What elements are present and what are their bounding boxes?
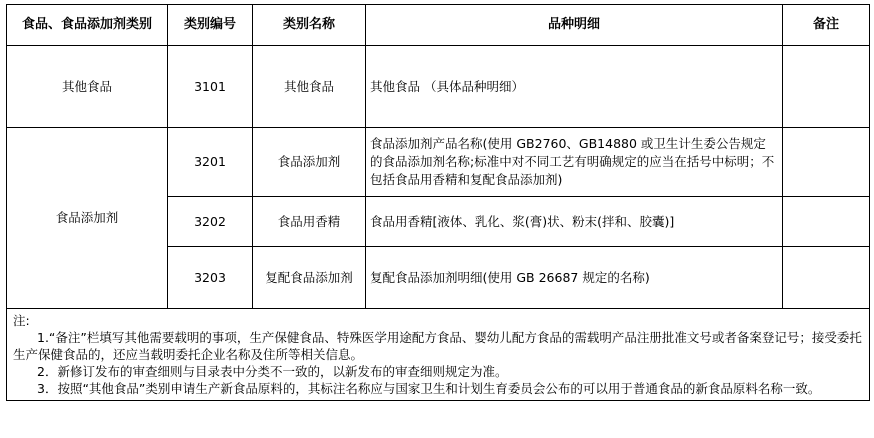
remark-cell bbox=[783, 128, 870, 197]
notes-title: 注: bbox=[13, 313, 30, 328]
detail-cell: 复配食品添加剂明细(使用 GB 26687 规定的名称) bbox=[366, 247, 783, 309]
code-cell: 3101 bbox=[168, 46, 253, 128]
code-cell: 3201 bbox=[168, 128, 253, 197]
remark-cell bbox=[783, 197, 870, 247]
note-item: 2．新修订发布的审查细则与目录表中分类不一致的，以新发布的审查细则规定为准。 bbox=[37, 364, 508, 379]
detail-cell: 其他食品 （具体品种明细） bbox=[366, 46, 783, 128]
note-item: 3．按照“其他食品”类别申请生产新食品原料的，其标注名称应与国家卫生和计划生育委员会公布的可以用于普通食品的新食品原料名称一致。 bbox=[37, 381, 821, 396]
name-cell: 食品添加剂 bbox=[253, 128, 366, 197]
name-cell: 复配食品添加剂 bbox=[253, 247, 366, 309]
header-row bbox=[7, 5, 870, 46]
header-detail: 品种明细 bbox=[366, 5, 783, 46]
category-cell: 食品添加剂 bbox=[7, 128, 168, 309]
code-cell: 3203 bbox=[168, 247, 253, 309]
note-item: 1.“备注”栏填写其他需要载明的事项，生产保健食品、特殊医学用途配方食品、婴幼儿配方食品的需载明产品注册批准文号或者备案登记号；接受委托生产保健食品的，还应当载明委托企业名称及住所等相关信息。 bbox=[13, 330, 862, 362]
food-category-table bbox=[6, 4, 870, 401]
header-name: 类别名称 bbox=[253, 5, 366, 46]
header-category: 食品、食品添加剂类别 bbox=[7, 5, 168, 46]
remark-cell bbox=[783, 247, 870, 309]
detail-cell: 食品添加剂产品名称(使用 GB2760、GB14880 或卫生计生委公告规定的食品添加剂名称;标准中对不同工艺有明确规定的应当在括号中标明；不包括食品用香精和复配食品添加剂) bbox=[366, 128, 783, 197]
table-row bbox=[7, 46, 870, 128]
name-cell: 食品用香精 bbox=[253, 197, 366, 247]
table-row bbox=[7, 128, 870, 197]
name-cell: 其他食品 bbox=[253, 46, 366, 128]
notes-cell bbox=[7, 309, 870, 401]
remark-cell bbox=[783, 46, 870, 128]
notes-row bbox=[7, 309, 870, 401]
header-remark: 备注 bbox=[783, 5, 870, 46]
detail-cell: 食品用香精[液体、乳化、浆(膏)状、粉末(拌和、胶囊)] bbox=[366, 197, 783, 247]
header-code: 类别编号 bbox=[168, 5, 253, 46]
code-cell: 3202 bbox=[168, 197, 253, 247]
category-cell: 其他食品 bbox=[7, 46, 168, 128]
